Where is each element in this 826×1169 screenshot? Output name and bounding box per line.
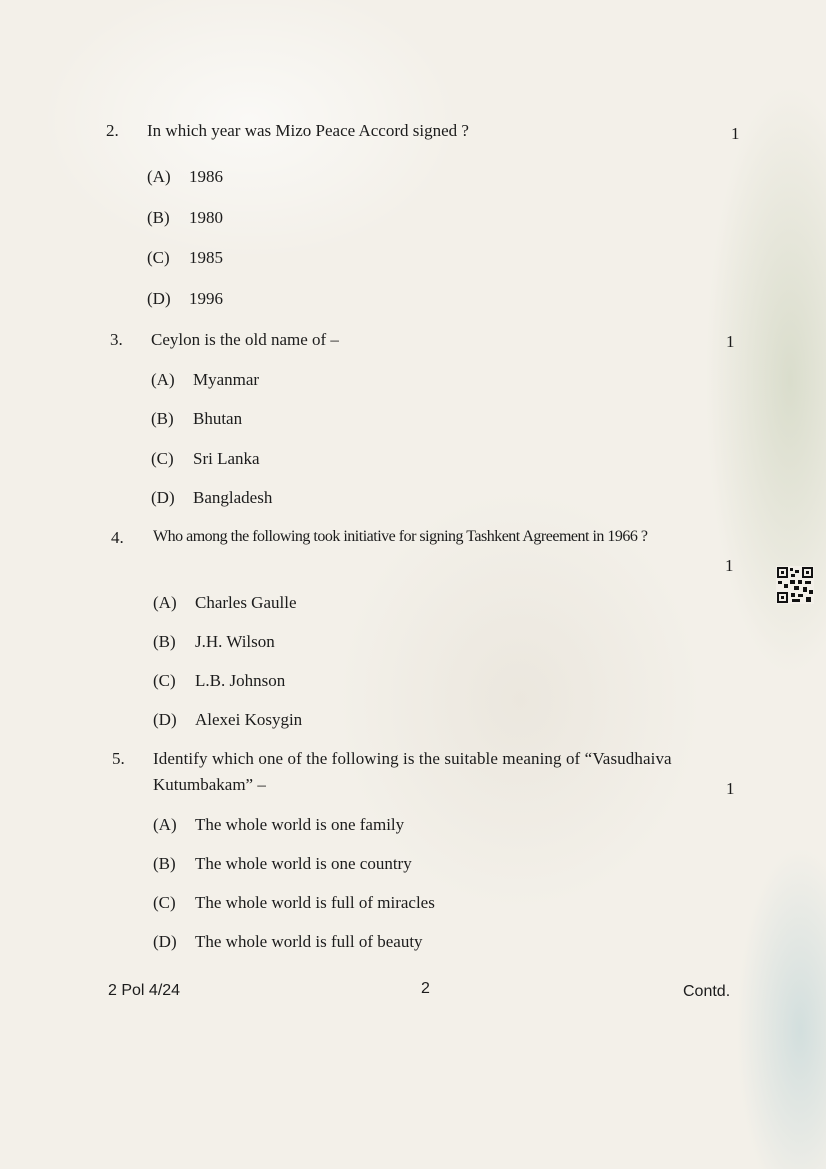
question-number: 3. <box>110 330 123 349</box>
option-d: (D) Bangladesh <box>151 488 273 507</box>
page-number: 2 <box>421 980 430 997</box>
option-a: (A) Myanmar <box>151 370 260 389</box>
option-a: (A) Charles Gaulle <box>153 593 297 612</box>
paper-code: 2 Pol 4/24 <box>108 982 181 999</box>
question-number: 2. <box>106 121 119 140</box>
question-text: Ceylon is the old name of – <box>151 330 339 349</box>
question-text-line-1: Identify which one of the following is the suitable meaning of “Vasudhaiva <box>153 749 672 768</box>
question-text-line-2: Kutumbakam” – <box>153 775 266 794</box>
option-d: (D) Alexei Kosygin <box>153 710 303 729</box>
option-b: (B) Bhutan <box>151 409 243 428</box>
option-c: (C) L.B. Johnson <box>153 671 286 690</box>
qr-code-icon <box>776 566 814 604</box>
question-marks: 1 <box>725 556 734 575</box>
option-c: (C) The whole world is full of miracles <box>153 893 435 912</box>
option-c: (C) Sri Lanka <box>151 449 260 468</box>
continued-label: Contd. <box>683 983 731 1000</box>
question-number: 4. <box>111 528 124 547</box>
question-marks: 1 <box>726 332 735 351</box>
option-d: (D) The whole world is full of beauty <box>153 932 423 951</box>
question-text: In which year was Mizo Peace Accord signed ? <box>147 121 469 140</box>
question-number: 5. <box>112 749 125 768</box>
question-text: Who among the following took initiative for signing Tashkent Agreement in 1966 ? <box>153 528 648 545</box>
question-marks: 1 <box>726 779 735 798</box>
option-a: (A) 1986 <box>147 167 223 186</box>
option-b: (B) 1980 <box>147 208 223 227</box>
option-d: (D) 1996 <box>147 289 223 308</box>
option-a: (A) The whole world is one family <box>153 815 405 834</box>
option-c: (C) 1985 <box>147 248 223 267</box>
option-b: (B) J.H. Wilson <box>153 632 275 651</box>
question-marks: 1 <box>731 124 740 143</box>
option-b: (B) The whole world is one country <box>153 854 412 873</box>
